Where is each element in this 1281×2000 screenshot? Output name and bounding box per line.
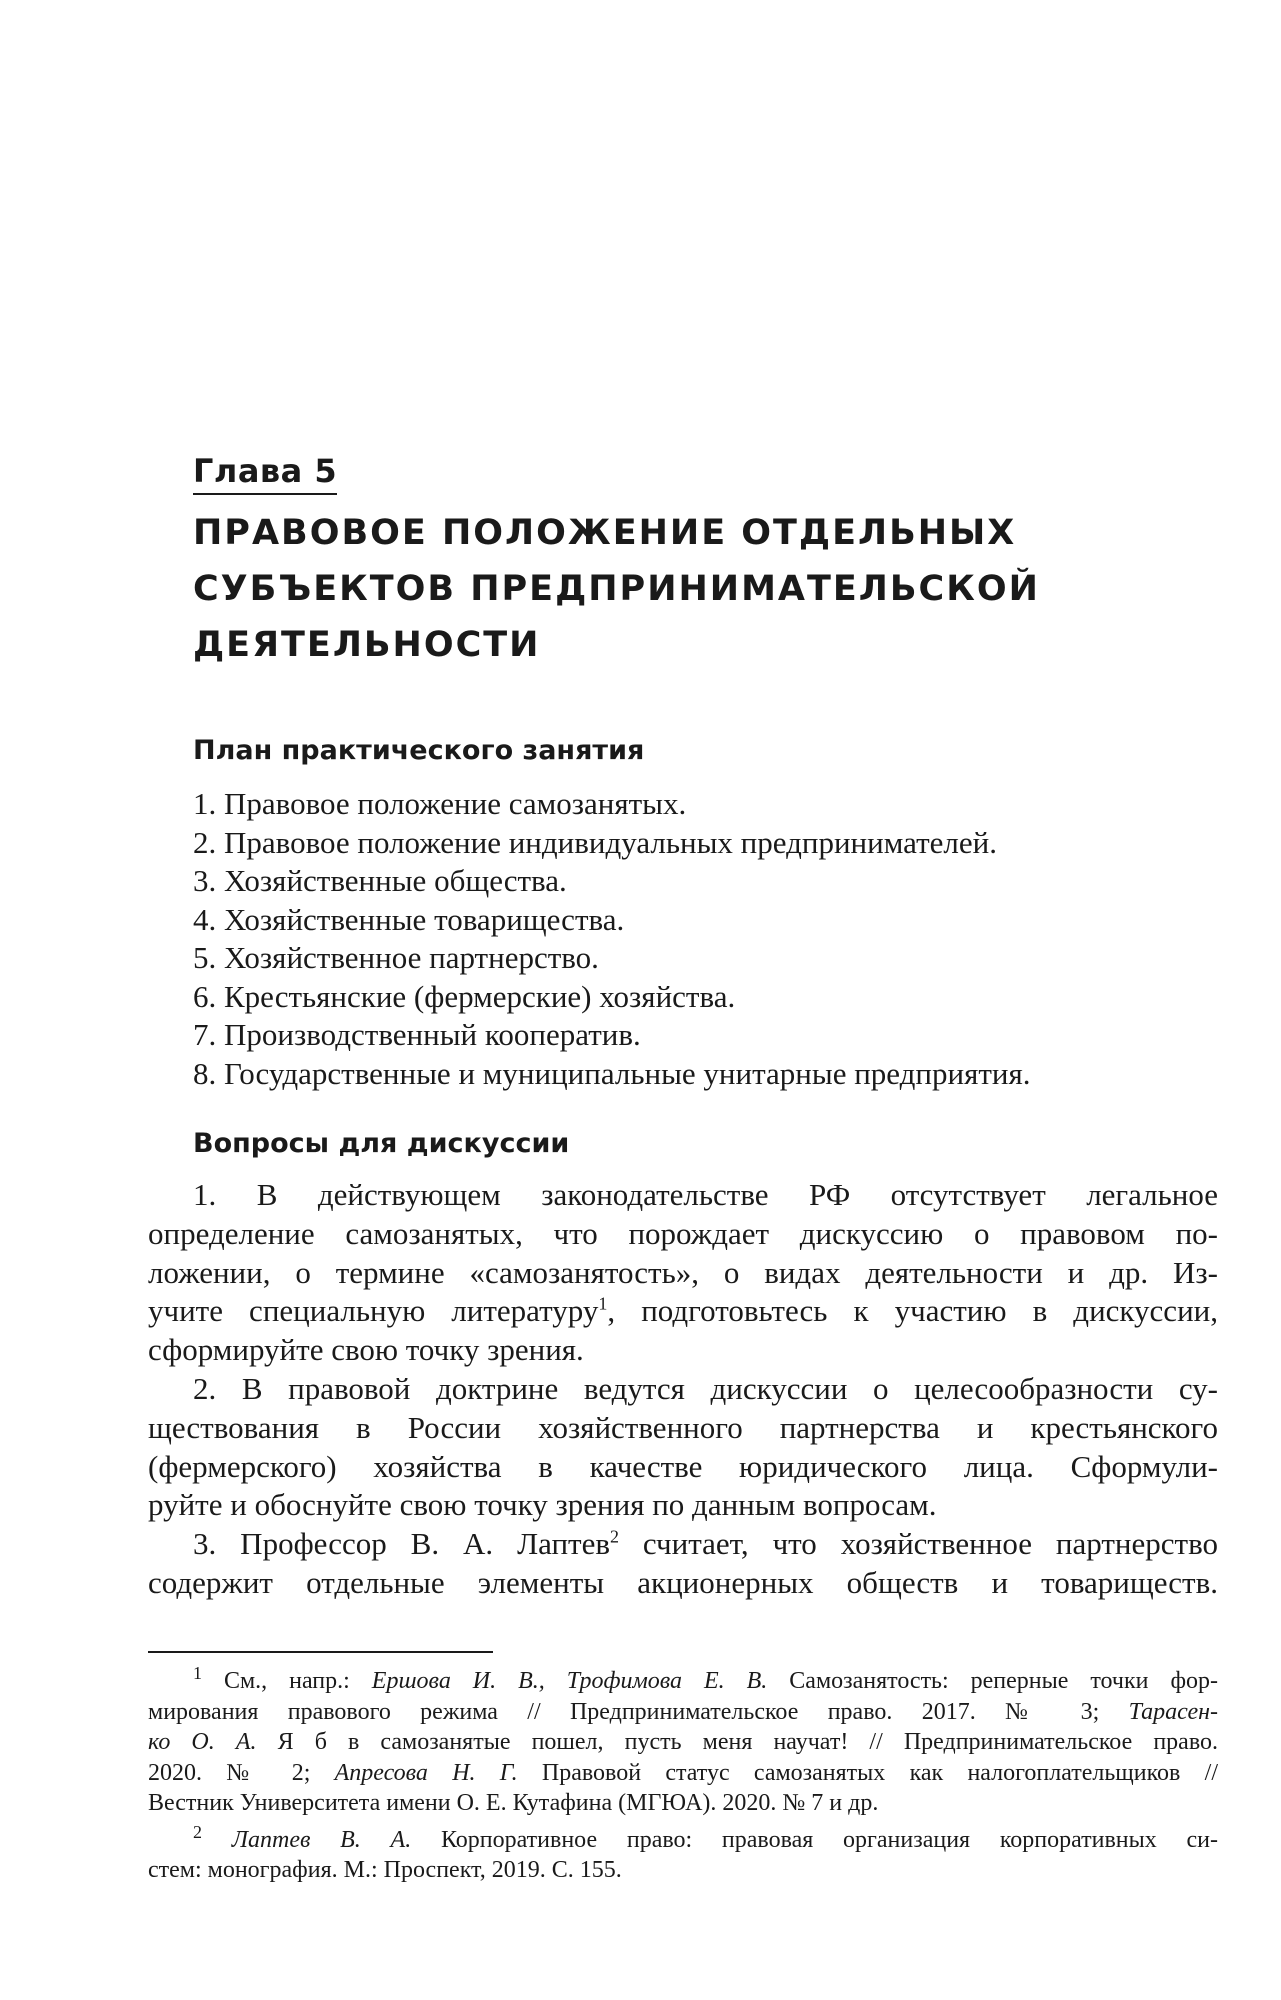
plan-item: 8. Государственные и муниципальные унитарные предприятия. [193, 1055, 1031, 1091]
text-span: мирования правового режима // Предпринимательское право. 2017. № 3; [148, 1698, 1129, 1725]
plan-heading: План практического занятия [193, 735, 645, 766]
text-line: определение самозанятых, что порождает дискуссию о правовом по- [148, 1215, 1218, 1251]
chapter-label: Глава 5 [193, 452, 337, 495]
footnote-divider [148, 1651, 493, 1653]
text-line: 2. В правовой доктрине ведутся дискуссии о целесообразности су- [193, 1370, 1218, 1406]
text-line: сформируйте свою точку зрения. [148, 1332, 584, 1368]
footnote-line [148, 1727, 1218, 1758]
footnote-line [148, 1697, 1218, 1728]
footnote-number: 2 [193, 1821, 202, 1842]
author-name: Ершова И. В., Трофимова Е. В. [371, 1668, 768, 1694]
author-name: ко О. А. [148, 1729, 257, 1755]
footnote-line [148, 1758, 1218, 1789]
plan-item: 2. Правовое положение индивидуальных предпринимателей. [193, 824, 997, 860]
text-span: 2020. № 2; [148, 1759, 335, 1786]
text-span: , подготовьтесь к участию в дискуссии, [607, 1293, 1219, 1329]
plan-item: 6. Крестьянские (фермерские) хозяйства. [193, 978, 736, 1014]
plan-item: 5. Хозяйственное партнерство. [193, 940, 599, 975]
question-1 [148, 1176, 1218, 1370]
footnote-1 [148, 1663, 1218, 1819]
chapter-title-line: СУБЪЕКТОВ ПРЕДПРИНИМАТЕЛЬСКОЙ [193, 569, 1040, 609]
text-span: считает, что хозяйственное партнерство [618, 1526, 1218, 1562]
chapter-title [193, 505, 1093, 673]
author-name: Тарасен- [1128, 1698, 1218, 1725]
footnote-line: стем: монография. М.: Проспект, 2019. С. 155. [148, 1857, 622, 1883]
footnotes [148, 1663, 1219, 1892]
text-span: Корпоративное право: правовая организация корпоративных си- [411, 1826, 1219, 1853]
author-name: Апресова Н. Г. [334, 1759, 518, 1786]
plan-item: 3. Хозяйственные общества. [193, 863, 567, 898]
author-name: Лаптев В. А. [202, 1826, 412, 1853]
plan-item: 4. Хозяйственные товарищества. [193, 901, 625, 937]
discussion-heading: Вопросы для дискуссии [193, 1128, 570, 1159]
chapter-title-line: ДЕЯТЕЛЬНОСТИ [193, 625, 541, 665]
text-line: ложении, о термине «самозанятость», о видах деятельности и др. Из- [148, 1254, 1218, 1290]
footnote-line: Вестник Университета имени О. Е. Кутафина (МГЮА). 2020. № 7 и др. [148, 1790, 879, 1816]
footnote-line [148, 1663, 1218, 1697]
question-3 [148, 1525, 1218, 1603]
text-span: Я б в самозанятые пошел, пусть меня научат! // Предпринимательское право. [256, 1729, 1218, 1755]
text-span: См., напр.: [202, 1668, 372, 1694]
text-span: Правовой статус самозанятых как налогоплательщиков // [517, 1759, 1218, 1786]
text-span: 3. Профессор В. А. Лаптев [193, 1526, 610, 1562]
text-line [148, 1525, 1218, 1564]
plan-item: 1. Правовое положение самозанятых. [193, 786, 687, 821]
chapter-title-line: ПРАВОВОЕ ПОЛОЖЕНИЕ ОТДЕЛЬНЫХ [193, 513, 1017, 553]
footnote-number: 1 [193, 1663, 202, 1683]
text-line: содержит отдельные элементы акционерных обществ и товариществ. [148, 1564, 1218, 1600]
text-span: учите специальную литературу [148, 1293, 599, 1329]
footnote-ref-1[interactable]: 1 [598, 1294, 608, 1315]
text-line: ществования в России хозяйственного партнерства и крестьянского [148, 1409, 1218, 1445]
text-line: руйте и обоснуйте свою точку зрения по данным вопросам. [148, 1487, 937, 1523]
text-line: (фермерского) хозяйства в качестве юридического лица. Сформули- [148, 1448, 1218, 1484]
footnote-2 [148, 1821, 1219, 1886]
question-2 [148, 1370, 1218, 1525]
text-line: 1. В действующем законодательстве РФ отсутствует легальное [193, 1177, 1218, 1212]
text-span: Самозанятость: реперные точки фор- [767, 1668, 1218, 1694]
footnote-ref-2[interactable]: 2 [609, 1526, 619, 1547]
footnote-line [148, 1821, 1219, 1856]
text-line [148, 1292, 1218, 1331]
plan-item: 7. Производственный кооператив. [193, 1017, 641, 1052]
plan-list [193, 785, 1031, 1093]
discussion-text [148, 1176, 1218, 1603]
